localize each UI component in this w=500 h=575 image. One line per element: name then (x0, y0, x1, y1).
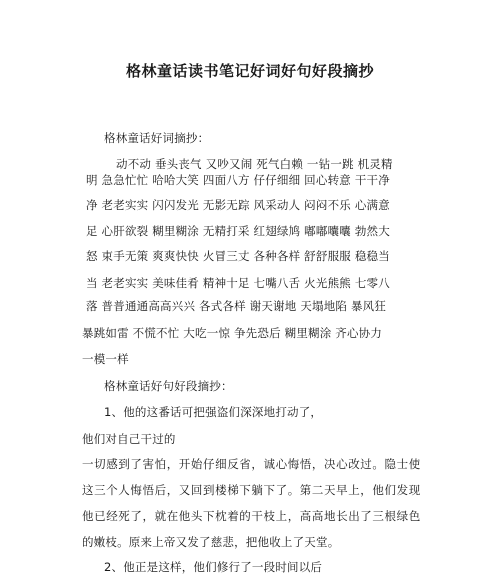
section-heading-sentences: 格林童话好句好段摘抄： (104, 379, 233, 393)
section-heading-words: 格林童话好词摘抄： (104, 131, 210, 145)
text-line: 净 老老实实 闪闪发光 无影无踪 风采动人 闷闷不乐 心满意 (86, 198, 390, 212)
text-line: 他已经死了，就在他头下枕着的干枝上，高高地长出了三根绿色 (82, 509, 421, 523)
text-line: 他们对自己干过的 (82, 432, 176, 446)
text-line: 明 急急忙忙 哈哈大笑 四面八方 仔仔细细 回心转意 干干净 (86, 173, 390, 187)
text-line: 一模一样 (82, 352, 129, 366)
text-line: 的嫩枝。原来上帝又发了慈悲，把他收上了天堂。 (82, 535, 340, 549)
text-line: 这三个人悔悟后，又回到楼梯下躺下了。第二天早上，他们发现 (82, 483, 421, 497)
text-line: 1、他的这番话可把强盗们深深地打动了， (104, 405, 323, 419)
text-line: 怒 束手无策 爽爽快快 火冒三丈 各种各样 舒舒服服 稳稳当 (86, 249, 390, 263)
text-line: 足 心肝欲裂 糊里糊涂 无精打采 红翅绿鸠 嘟嘟囔囔 勃然大 (86, 224, 390, 238)
text-line: 2、他正是这样，他们修行了一段时间以后 (104, 560, 323, 574)
text-line: 一切感到了害怕，开始仔细反省，诚心悔悟，决心改过。隐士使 (82, 457, 421, 471)
text-line: 暴跳如雷 不慌不忙 大吃一惊 争先恐后 糊里糊涂 齐心协力 (82, 326, 383, 340)
text-line: 动不动 垂头丧气 又吵又闹 死气白赖 一钻一跳 机灵精 (116, 157, 393, 171)
text-line: 落 普普通通高高兴兴 各式各样 谢天谢地 天塌地陷 暴风狂 (86, 299, 387, 313)
document-title: 格林童话读书笔记好词好句好段摘抄 (125, 62, 374, 80)
text-line: 当 老老实实 美味佳肴 精神十足 七嘴八舌 火光熊熊 七零八 (86, 276, 390, 290)
